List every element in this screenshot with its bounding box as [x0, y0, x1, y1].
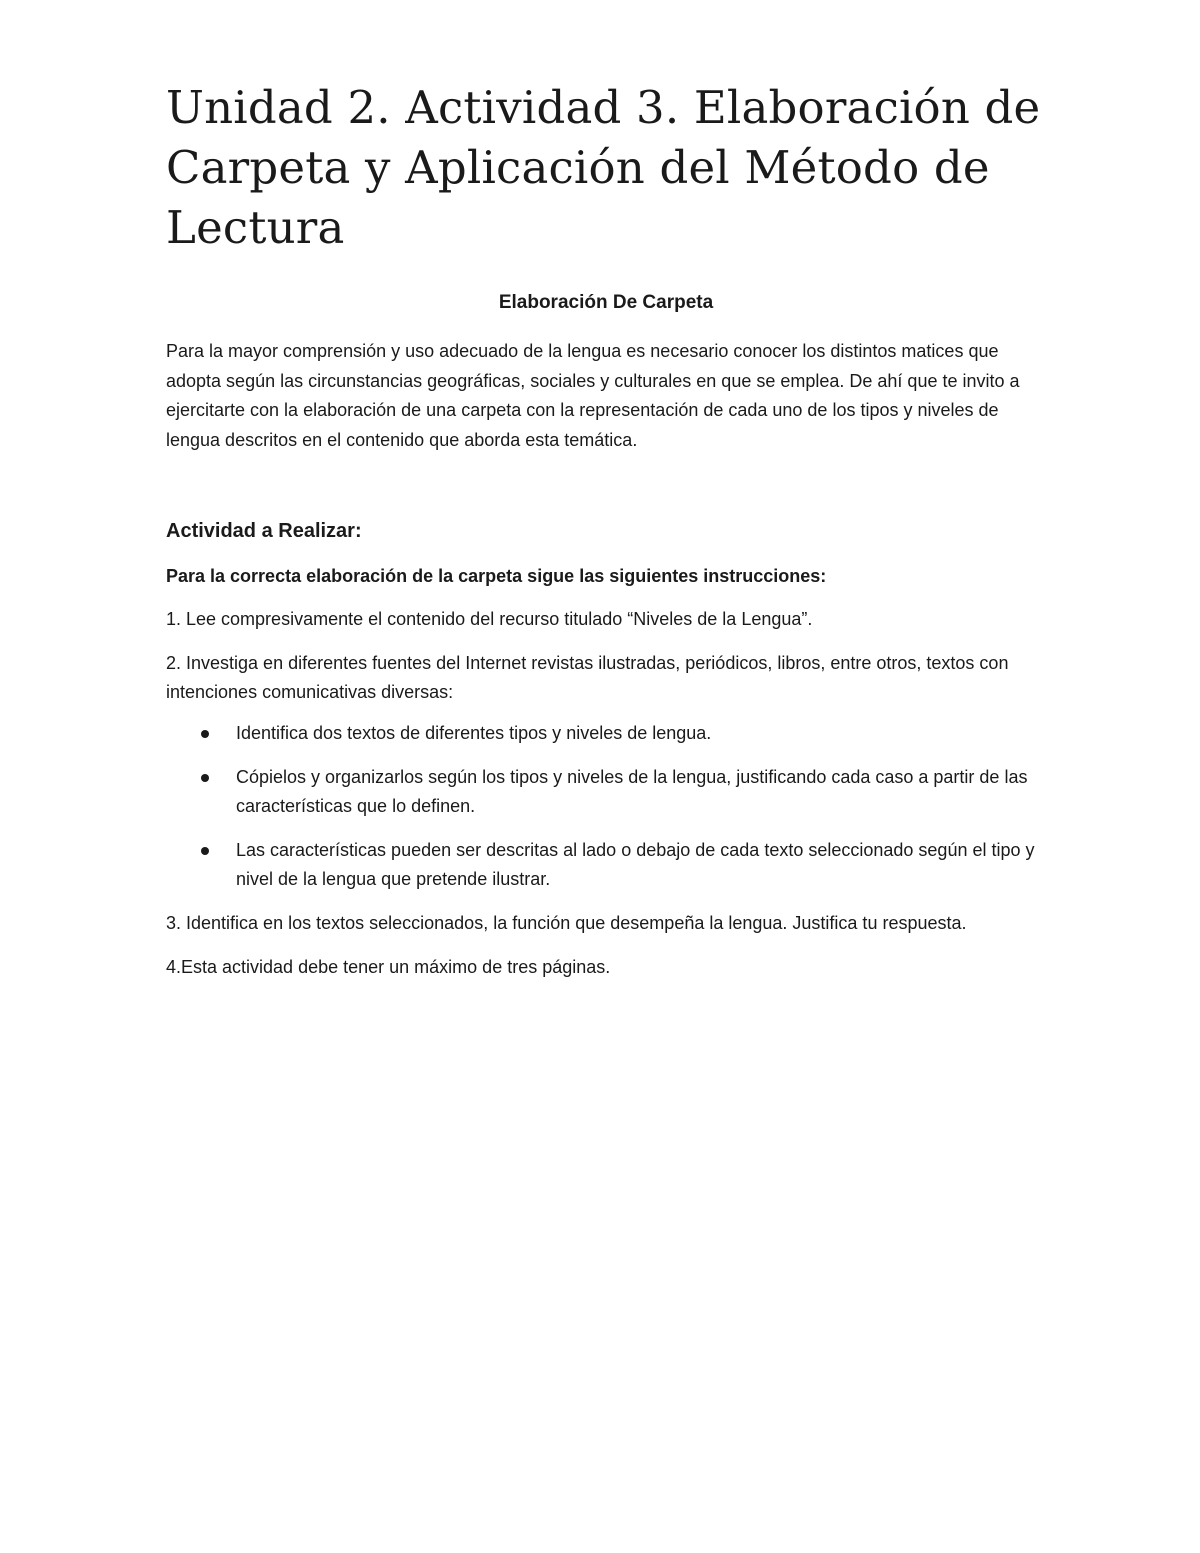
section-heading: Elaboración De Carpeta — [498, 292, 714, 313]
bullet-icon — [201, 847, 209, 855]
step-3: 3. Identifica en los textos seleccionados, la función que desempeña la lengua. Justifica tu respuesta. — [166, 913, 967, 933]
bullet-text: Cópielos y organizarlos según los tipos y niveles de la lengua, justificando cada caso a partir de las características que lo definen. — [236, 767, 1028, 816]
step-2: 2. Investiga en diferentes fuentes del Internet revistas ilustradas, periódicos, libros, entre otros, textos con intenciones comunicativas diversas: — [166, 653, 1009, 702]
document-page — [166, 78, 1046, 982]
bullet-item — [166, 719, 1046, 748]
step-4: 4.Esta actividad debe tener un máximo de tres páginas. — [166, 957, 611, 977]
bullet-list — [166, 719, 1046, 894]
bullet-item — [166, 763, 1046, 821]
bullet-icon — [201, 774, 209, 782]
bullet-icon — [201, 730, 209, 738]
step-1: 1. Lee compresivamente el contenido del recurso titulado “Niveles de la Lengua”. — [166, 609, 813, 629]
bullet-text: Las características pueden ser descritas al lado o debajo de cada texto seleccionado según el tipo y nivel de la lengua que pretende ilustrar. — [236, 840, 1035, 889]
bullet-text: Identifica dos textos de diferentes tipos y niveles de lengua. — [236, 723, 712, 743]
bullet-item — [166, 836, 1046, 894]
intro-paragraph: Para la mayor comprensión y uso adecuado de la lengua es necesario conocer los distintos matices que adopta según las circunstancias geográficas, sociales y culturales en que se emplea. De ahí que te invito a ejercitarte con la elaboración de una carpeta con la representación de cada uno de los tipos y niveles de lengua descritos en el contenido que aborda esta temática. — [166, 341, 1020, 450]
activity-heading: Actividad a Realizar: — [166, 520, 362, 542]
instructions-lead: Para la correcta elaboración de la carpeta sigue las siguientes instrucciones: — [166, 566, 827, 586]
document-title: Unidad 2. Actividad 3. Elaboración de Carpeta y Aplicación del Método de Lectura — [166, 81, 1041, 254]
